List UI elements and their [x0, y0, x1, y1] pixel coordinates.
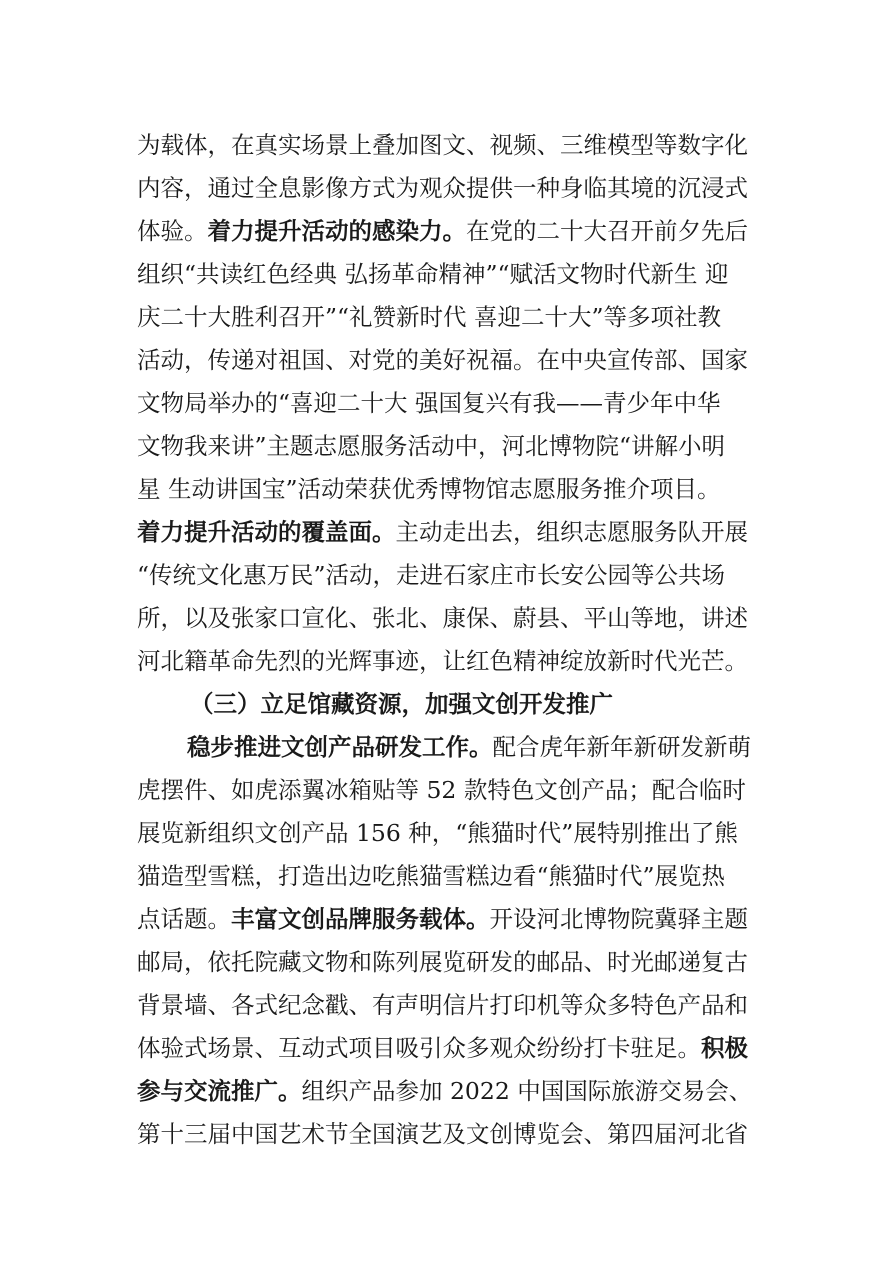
- text-line-4: [137, 254, 757, 294]
- text-run: 体验式场景、互动式项目吸引众多观众纷纷打卡驻足。: [137, 1034, 701, 1062]
- text-line-2: [137, 168, 757, 208]
- section-heading: [190, 684, 650, 724]
- text-line-21: [137, 1028, 757, 1068]
- bold-lead-exchange-b: 参与交流推广。: [137, 1077, 302, 1105]
- text-run: “传统文化惠万民”活动，走进石家庄市长安公园等公共场: [137, 561, 726, 589]
- text-run: 配合虎年新年新研发新萌: [492, 733, 751, 761]
- bold-lead-influence: 着力提升活动的感染力。: [207, 217, 466, 245]
- text-line-6: [137, 340, 757, 380]
- text-run: 庆二十大胜利召开”“礼赞新时代 喜迎二十大”等多项社教: [137, 303, 722, 331]
- text-run: 主动走出去，组织志愿服务队开展: [395, 518, 748, 546]
- text-run: 活动，传递对祖国、对党的美好祝福。在中央宣传部、国家: [137, 346, 748, 374]
- text-line-3: [137, 211, 757, 251]
- text-line-19: [137, 942, 757, 982]
- text-run: 为载体，在真实场景上叠加图文、视频、三维模型等数字化: [137, 131, 748, 159]
- text-line-22: [137, 1071, 757, 1111]
- text-run: 所，以及张家口宣化、张北、康保、蔚县、平山等地，讲述: [137, 604, 748, 632]
- text-line-23: [137, 1114, 757, 1154]
- text-line-16: [137, 813, 757, 853]
- text-run: 星 生动讲国宝”活动荣获优秀博物馆志愿服务推介项目。: [137, 475, 721, 503]
- text-line-12: [137, 598, 757, 638]
- text-line-14: [187, 727, 757, 767]
- text-run: 猫造型雪糕，打造出边吃熊猫雪糕边看“熊猫时代”展览热: [137, 862, 726, 890]
- text-line-18: [137, 899, 757, 939]
- text-run: 展览新组织文创产品 156 种，“熊猫时代”展特别推出了熊: [137, 819, 738, 847]
- bold-lead-exchange-a: 积极: [701, 1034, 748, 1062]
- text-line-10: [137, 512, 757, 552]
- bold-lead-coverage: 着力提升活动的覆盖面。: [137, 518, 396, 546]
- text-line-8: [137, 426, 757, 466]
- text-line-7: [137, 383, 757, 423]
- text-run: 第十三届中国艺术节全国演艺及文创博览会、第四届河北省: [137, 1120, 748, 1148]
- text-line-11: [137, 555, 757, 595]
- text-line-15: [137, 770, 757, 810]
- text-run: 组织“共读红色经典 弘扬革命精神”“赋活文物时代新生 迎: [137, 260, 729, 288]
- text-run: 文物局举办的“喜迎二十大 强国复兴有我——青少年中华: [137, 389, 721, 417]
- bold-lead-brand-service: 丰富文创品牌服务载体。: [231, 905, 490, 933]
- text-run: 背景墙、各式纪念戳、有声明信片打印机等众多特色产品和: [137, 991, 748, 1019]
- text-run: 在党的二十大召开前夕先后: [466, 217, 748, 245]
- text-line-1: [137, 125, 757, 165]
- text-run: 河北籍革命先烈的光辉事迹，让红色精神绽放新时代光芒。: [137, 647, 748, 675]
- text-run: 体验。: [137, 217, 208, 245]
- text-run: 开设河北博物院冀驿主题: [489, 905, 748, 933]
- text-run: 文物我来讲”主题志愿服务活动中，河北博物院“讲解小明: [137, 432, 726, 460]
- text-line-13: [137, 641, 757, 681]
- text-run: 虎摆件、如虎添翼冰箱贴等 52 款特色文创产品；配合临时: [137, 776, 746, 804]
- section-heading-text: （三）立足馆藏资源，加强文创开发推广: [190, 690, 613, 718]
- text-line-20: [137, 985, 757, 1025]
- bold-lead-product-dev: 稳步推进文创产品研发工作。: [187, 733, 493, 761]
- text-run: 内容，通过全息影像方式为观众提供一种身临其境的沉浸式: [137, 174, 748, 202]
- text-line-17: [137, 856, 757, 896]
- text-run: 点话题。: [137, 905, 231, 933]
- text-run: 组织产品参加 2022 中国国际旅游交易会、: [301, 1077, 753, 1105]
- text-line-9: [137, 469, 757, 509]
- text-line-5: [137, 297, 757, 337]
- text-run: 邮局，依托院藏文物和陈列展览研发的邮品、时光邮递复古: [137, 948, 748, 976]
